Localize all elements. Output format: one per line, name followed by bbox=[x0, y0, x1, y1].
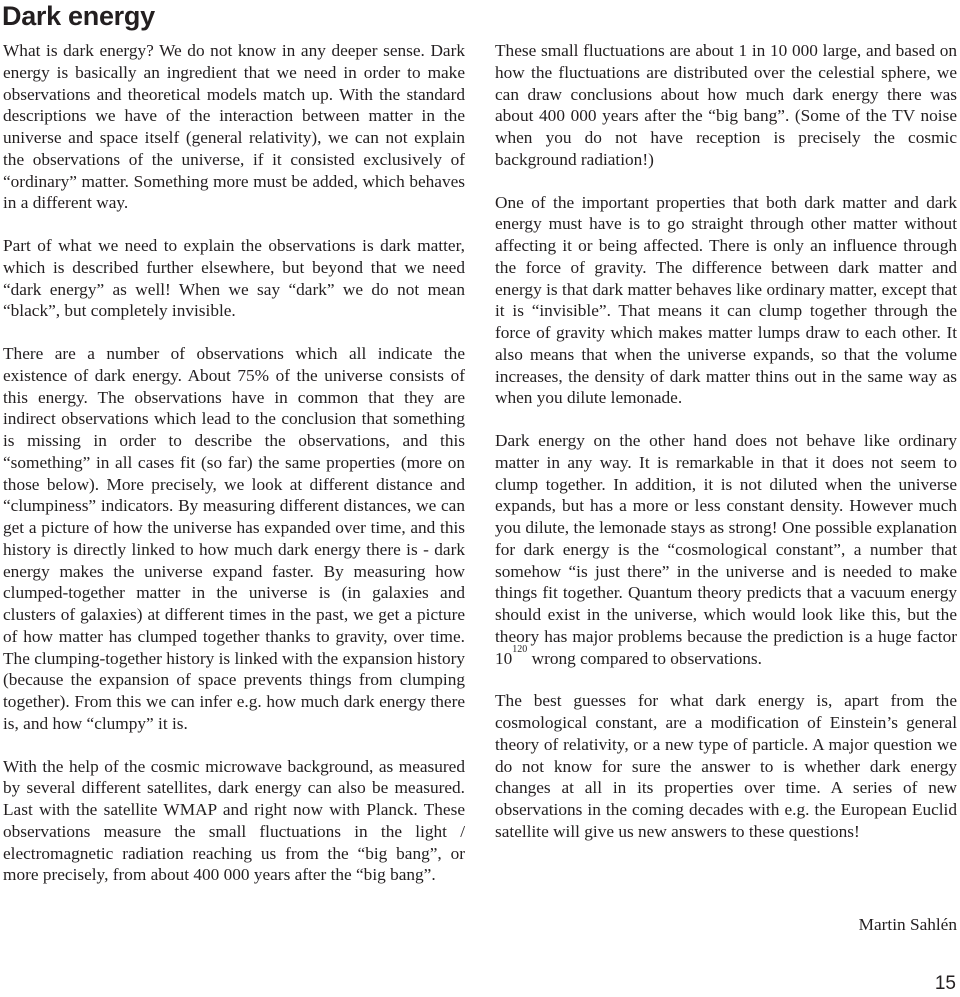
paragraph: These small fluctuations are about 1 in 10 000 large, and based on how the fluctuations are distributed over the celestial sphere, we can draw conclusions about how much dark energy there was about 400 000 years after the “big bang”. (Some of the TV noise when you do not have reception is precisely the cosmic background radiation!) bbox=[495, 41, 957, 169]
paragraph-text: Dark energy on the other hand does not behave like ordinary matter in any way. It is remarkable in that it does not seem to clump together. In addition, it is not diluted when the universe expands, but has a more or less constant density. However much you dilute, the lemonade stays as strong! One possible explanation for dark energy is the “cosmological constant”, a number that somehow “is just there” in the universe and is needed to make things fit together. Quantum theory predicts that a vacuum energy should exist in the universe, which would look like this, but the theory has major problems because the prediction is a huge factor 10 bbox=[495, 431, 957, 668]
right-column bbox=[495, 40, 957, 864]
paragraph: There are a number of observations which all indicate the existence of dark energy. About 75% of the universe consists of this energy. The observations have in common that they are indirect observations which lead to the conclusion that something is missing in order to describe the observations, and this “something” in all cases fit (so far) the same properties (more on those below). More precisely, we look at different distance and “clumpiness” indicators. By measuring different distances, we can get a picture of how the universe has expanded over time, and this history is directly linked to how much dark energy there is - dark energy makes the universe expand faster. By measuring how clumped-together matter in the universe is (in galaxies and clusters of galaxies) at different times in the past, we get a picture of how matter has clumped together thanks to gravity, over time. The clumping-together history is linked with the expansion history (because the expansion of space prevents things from clumping together). From this we can infer e.g. how much dark energy there is, and how “clumpy” it is. bbox=[3, 344, 465, 733]
paragraph-text: wrong compared to observations. bbox=[527, 648, 762, 668]
paragraph: With the help of the cosmic microwave background, as measured by several different satellites, dark energy can also be measured. Last with the satellite WMAP and right now with Planck. These observations measure the small fluctuations in the light / electromagnetic radiation reaching us from the “big bang”, or more precisely, from about 400 000 years after the “big bang”. bbox=[3, 756, 465, 885]
page-title: Dark energy bbox=[2, 1, 155, 31]
paragraph bbox=[495, 430, 957, 669]
page-number: 15 bbox=[934, 973, 956, 994]
exponent: 120 bbox=[512, 643, 528, 655]
paragraph: One of the important properties that both dark matter and dark energy must have is to go straight through other matter without affecting it or being affected. There is only an influence through the force of gravity. The difference between dark matter and energy is that dark matter behaves like ordinary matter, except that it is “invisible”. That means it can clump together through the force of gravity which makes matter lumps draw to each other. It also means that when the universe expands, so that the volume increases, the density of dark matter thins out in the same way as when you dilute lemonade. bbox=[495, 192, 957, 408]
author-signature: Martin Sahlén bbox=[858, 915, 957, 934]
paragraph: The best guesses for what dark energy is, apart from the cosmological constant, are a modification of Einstein’s general theory of relativity, or a new type of particle. A major question we do not know for sure the answer to is whether dark energy changes at all in its properties over time. A series of new observations in the coming decades with e.g. the European Euclid satellite will give us new answers to these questions! bbox=[495, 691, 957, 841]
paragraph: What is dark energy? We do not know in any deeper sense. Dark energy is basically an ingredient that we need in order to make observations and theoretical models match up. With the standard descriptions we have of the interaction between matter in the universe and space itself (general relativity), we can not explain the observations of the universe, if it consisted exclusively of “ordinary” matter. Something more must be added, which behaves in a different way. bbox=[3, 41, 465, 213]
left-column bbox=[3, 40, 465, 907]
paragraph: Part of what we need to explain the observations is dark matter, which is described further elsewhere, but beyond that we need “dark energy” as well! When we say “dark” we do not mean “black”, but completely invisible. bbox=[3, 236, 465, 321]
